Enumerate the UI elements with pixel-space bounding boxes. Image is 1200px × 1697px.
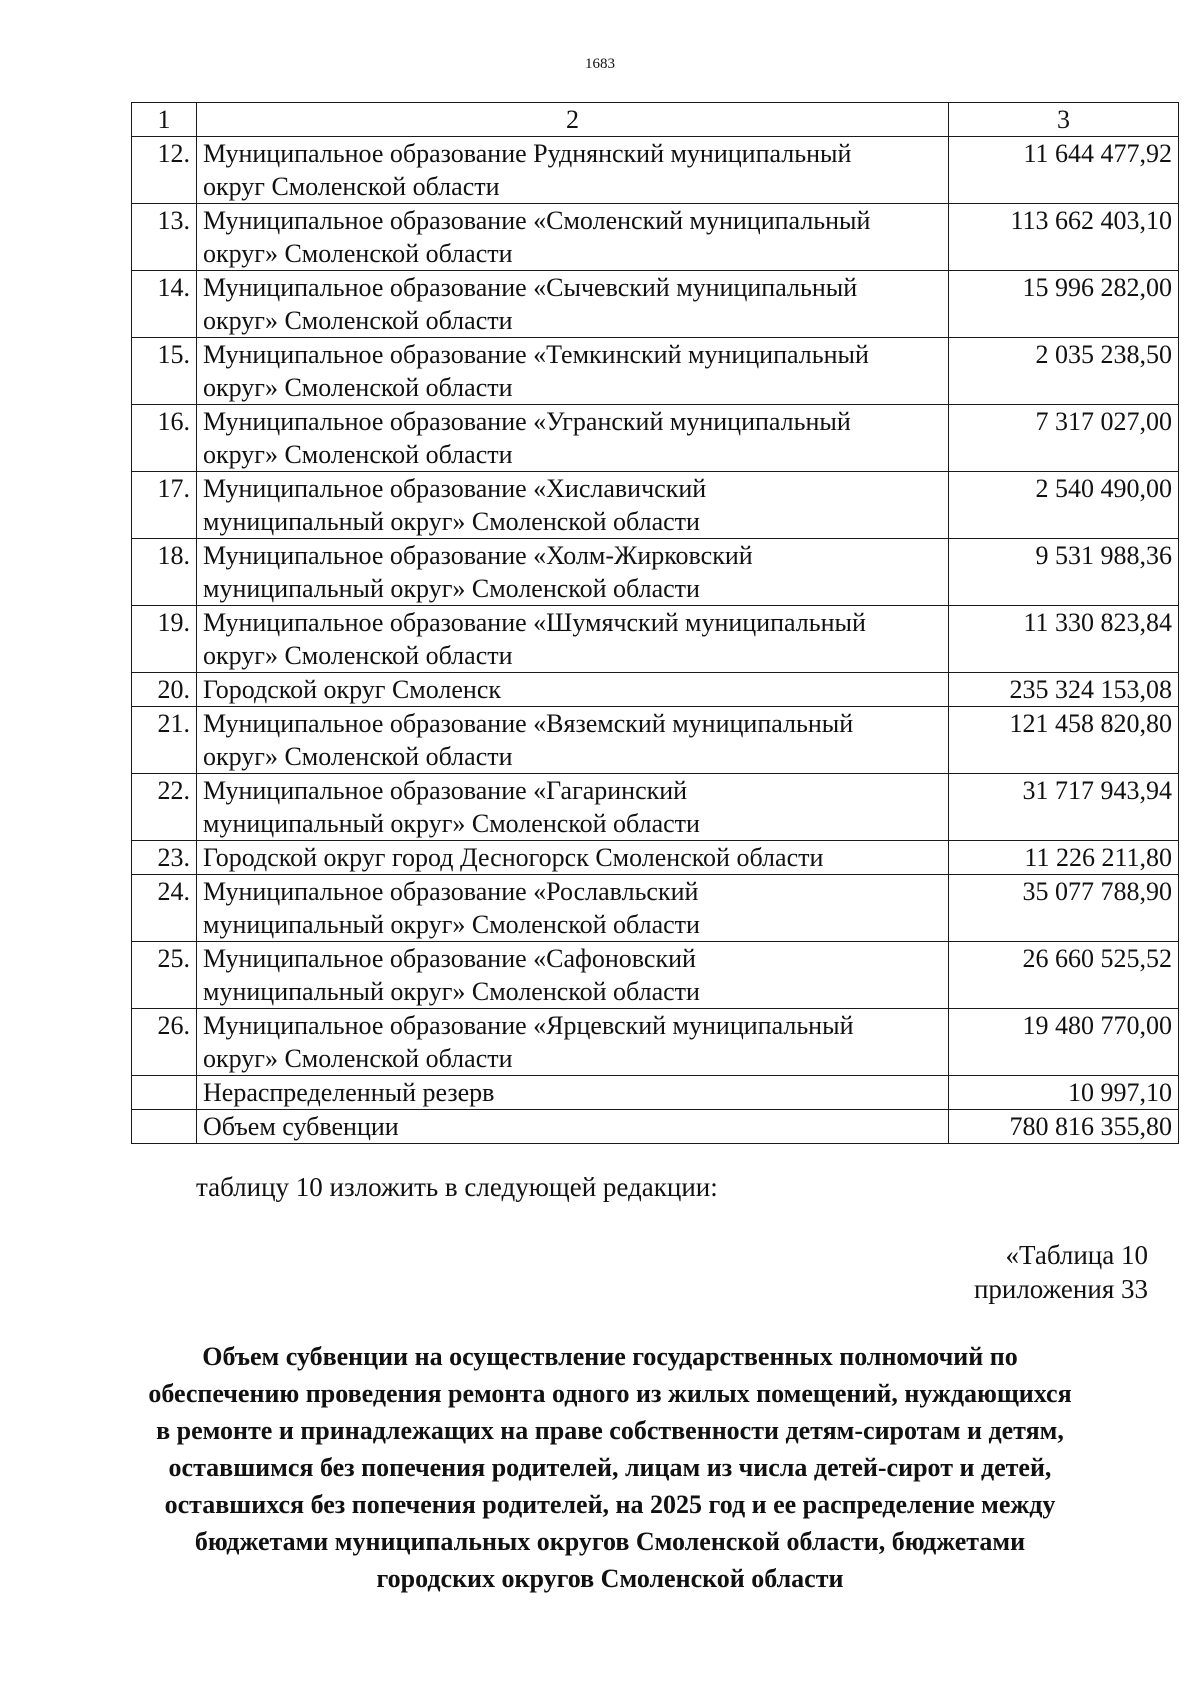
table-row	[132, 137, 1179, 204]
subvention-amount: 780 816 355,80	[949, 1110, 1179, 1144]
subvention-amount: 11 330 823,84	[949, 606, 1179, 673]
municipality-name-line: Муниципальное образование «Угранский муниципальный	[203, 407, 851, 436]
table-row	[132, 472, 1179, 539]
municipality-name-line: округ» Смоленской области	[203, 239, 513, 268]
subvention-amount: 235 324 153,08	[949, 673, 1179, 707]
table-label-line-2: приложения 33	[973, 1274, 1148, 1304]
row-number: 13.	[132, 204, 197, 271]
subvention-amount: 10 997,10	[949, 1076, 1179, 1110]
row-number: 26.	[132, 1009, 197, 1076]
municipality-name-line: Муниципальное образование «Смоленский муниципальный	[203, 206, 871, 235]
municipality-name-line: Объем субвенции	[203, 1112, 399, 1141]
row-number	[132, 1110, 197, 1144]
municipality-name	[197, 137, 949, 204]
row-number: 20.	[132, 673, 197, 707]
subvention-amount: 11 226 211,80	[949, 841, 1179, 875]
heading-line: в ремонте и принадлежащих на праве собственности детям-сиротам и детям,	[156, 1416, 1064, 1445]
heading-line: бюджетами муниципальных округов Смоленской области, бюджетами	[194, 1527, 1026, 1556]
municipality-name	[197, 405, 949, 472]
table-row	[132, 841, 1179, 875]
table-row	[132, 271, 1179, 338]
municipality-name	[197, 942, 949, 1009]
municipality-name-line: округ» Смоленской области	[203, 440, 513, 469]
row-number: 16.	[132, 405, 197, 472]
municipality-name	[197, 841, 949, 875]
row-number: 23.	[132, 841, 197, 875]
municipality-name-line: муниципальный округ» Смоленской области	[203, 910, 700, 939]
row-number: 24.	[132, 875, 197, 942]
municipality-name	[197, 271, 949, 338]
municipality-name	[197, 673, 949, 707]
subvention-amount: 15 996 282,00	[949, 271, 1179, 338]
row-number	[132, 1076, 197, 1110]
municipality-name-line: муниципальный округ» Смоленской области	[203, 977, 700, 1006]
subvention-amount: 7 317 027,00	[949, 405, 1179, 472]
table-row	[132, 338, 1179, 405]
intro-text: таблицу 10 изложить в следующей редакции:	[196, 1172, 718, 1202]
municipality-name	[197, 774, 949, 841]
header-col-3: 3	[949, 103, 1179, 137]
municipality-name	[197, 472, 949, 539]
row-number: 19.	[132, 606, 197, 673]
subvention-amount: 2 035 238,50	[949, 338, 1179, 405]
municipality-name	[197, 539, 949, 606]
municipality-name	[197, 204, 949, 271]
row-number: 12.	[132, 137, 197, 204]
table-row	[132, 673, 1179, 707]
municipality-name	[197, 1076, 949, 1110]
row-number: 22.	[132, 774, 197, 841]
subvention-amount: 35 077 788,90	[949, 875, 1179, 942]
municipality-name-line: округ» Смоленской области	[203, 742, 513, 771]
municipality-name-line: Муниципальное образование «Шумячский муниципальный	[203, 608, 866, 637]
row-number: 15.	[132, 338, 197, 405]
municipality-name-line: муниципальный округ» Смоленской области	[203, 507, 700, 536]
page-number: 1683	[585, 56, 615, 72]
table-row	[132, 707, 1179, 774]
subvention-amount: 19 480 770,00	[949, 1009, 1179, 1076]
municipality-name-line: Муниципальное образование «Вяземский муниципальный	[203, 709, 854, 738]
heading-line: обеспечению проведения ремонта одного из жилых помещений, нуждающихся	[148, 1379, 1072, 1408]
subvention-amount: 26 660 525,52	[949, 942, 1179, 1009]
table-row	[132, 1110, 1179, 1144]
header-row	[132, 103, 1179, 137]
table-row	[132, 774, 1179, 841]
table-row	[132, 1076, 1179, 1110]
municipality-name-line: муниципальный округ» Смоленской области	[203, 574, 700, 603]
municipality-name	[197, 1110, 949, 1144]
document-heading	[110, 1338, 1110, 1597]
row-number: 25.	[132, 942, 197, 1009]
municipality-name-line: Нераспределенный резерв	[203, 1078, 495, 1107]
municipality-name-line: Муниципальное образование «Холм-Жирковский	[203, 541, 753, 570]
heading-line: городских округов Смоленской области	[376, 1564, 844, 1593]
municipality-name-line: округ Смоленской области	[203, 172, 500, 201]
municipality-name-line: Муниципальное образование «Гагаринский	[203, 776, 688, 805]
municipality-name-line: Муниципальное образование «Темкинский муниципальный	[203, 340, 869, 369]
table-row	[132, 875, 1179, 942]
table-row	[132, 539, 1179, 606]
municipality-name-line: округ» Смоленской области	[203, 641, 513, 670]
municipality-name-line: Муниципальное образование «Хиславичский	[203, 474, 707, 503]
heading-line: оставшимся без попечения родителей, лицам из числа детей-сирот и детей,	[168, 1453, 1052, 1482]
municipality-name	[197, 338, 949, 405]
header-col-1: 1	[132, 103, 197, 137]
table-row	[132, 204, 1179, 271]
municipality-name-line: Городской округ город Десногорск Смоленской области	[203, 843, 824, 872]
heading-line: оставшихся без попечения родителей, на 2025 год и ее распределение между	[164, 1490, 1056, 1519]
row-number: 17.	[132, 472, 197, 539]
subvention-amount: 31 717 943,94	[949, 774, 1179, 841]
municipality-name-line: муниципальный округ» Смоленской области	[203, 809, 700, 838]
subvention-amount: 121 458 820,80	[949, 707, 1179, 774]
municipality-name-line: Муниципальное образование Руднянский муниципальный	[203, 139, 852, 168]
municipality-name	[197, 1009, 949, 1076]
table-row	[132, 1009, 1179, 1076]
municipality-name-line: Муниципальное образование «Ярцевский муниципальный	[203, 1011, 854, 1040]
table-label-line-1: «Таблица 10	[1005, 1240, 1148, 1270]
row-number: 14.	[132, 271, 197, 338]
row-number: 18.	[132, 539, 197, 606]
municipality-name-line: Муниципальное образование «Рославльский	[203, 877, 699, 906]
subvention-amount: 113 662 403,10	[949, 204, 1179, 271]
municipality-name-line: Городской округ Смоленск	[203, 675, 501, 704]
heading-line: Объем субвенции на осуществление государственных полномочий по	[202, 1342, 1018, 1371]
municipality-name	[197, 875, 949, 942]
municipality-name-line: округ» Смоленской области	[203, 373, 513, 402]
municipality-name-line: Муниципальное образование «Сычевский муниципальный	[203, 273, 858, 302]
table-row	[132, 942, 1179, 1009]
row-number: 21.	[132, 707, 197, 774]
municipality-name-line: Муниципальное образование «Сафоновский	[203, 944, 696, 973]
table-header	[132, 103, 1179, 137]
municipality-name	[197, 707, 949, 774]
table-body	[132, 137, 1179, 1144]
subvention-table	[131, 102, 1179, 1144]
table-row	[132, 405, 1179, 472]
subvention-amount: 9 531 988,36	[949, 539, 1179, 606]
header-col-2: 2	[197, 103, 949, 137]
subvention-amount: 11 644 477,92	[949, 137, 1179, 204]
subvention-amount: 2 540 490,00	[949, 472, 1179, 539]
municipality-name-line: округ» Смоленской области	[203, 1044, 513, 1073]
municipality-name-line: округ» Смоленской области	[203, 306, 513, 335]
table-row	[132, 606, 1179, 673]
municipality-name	[197, 606, 949, 673]
